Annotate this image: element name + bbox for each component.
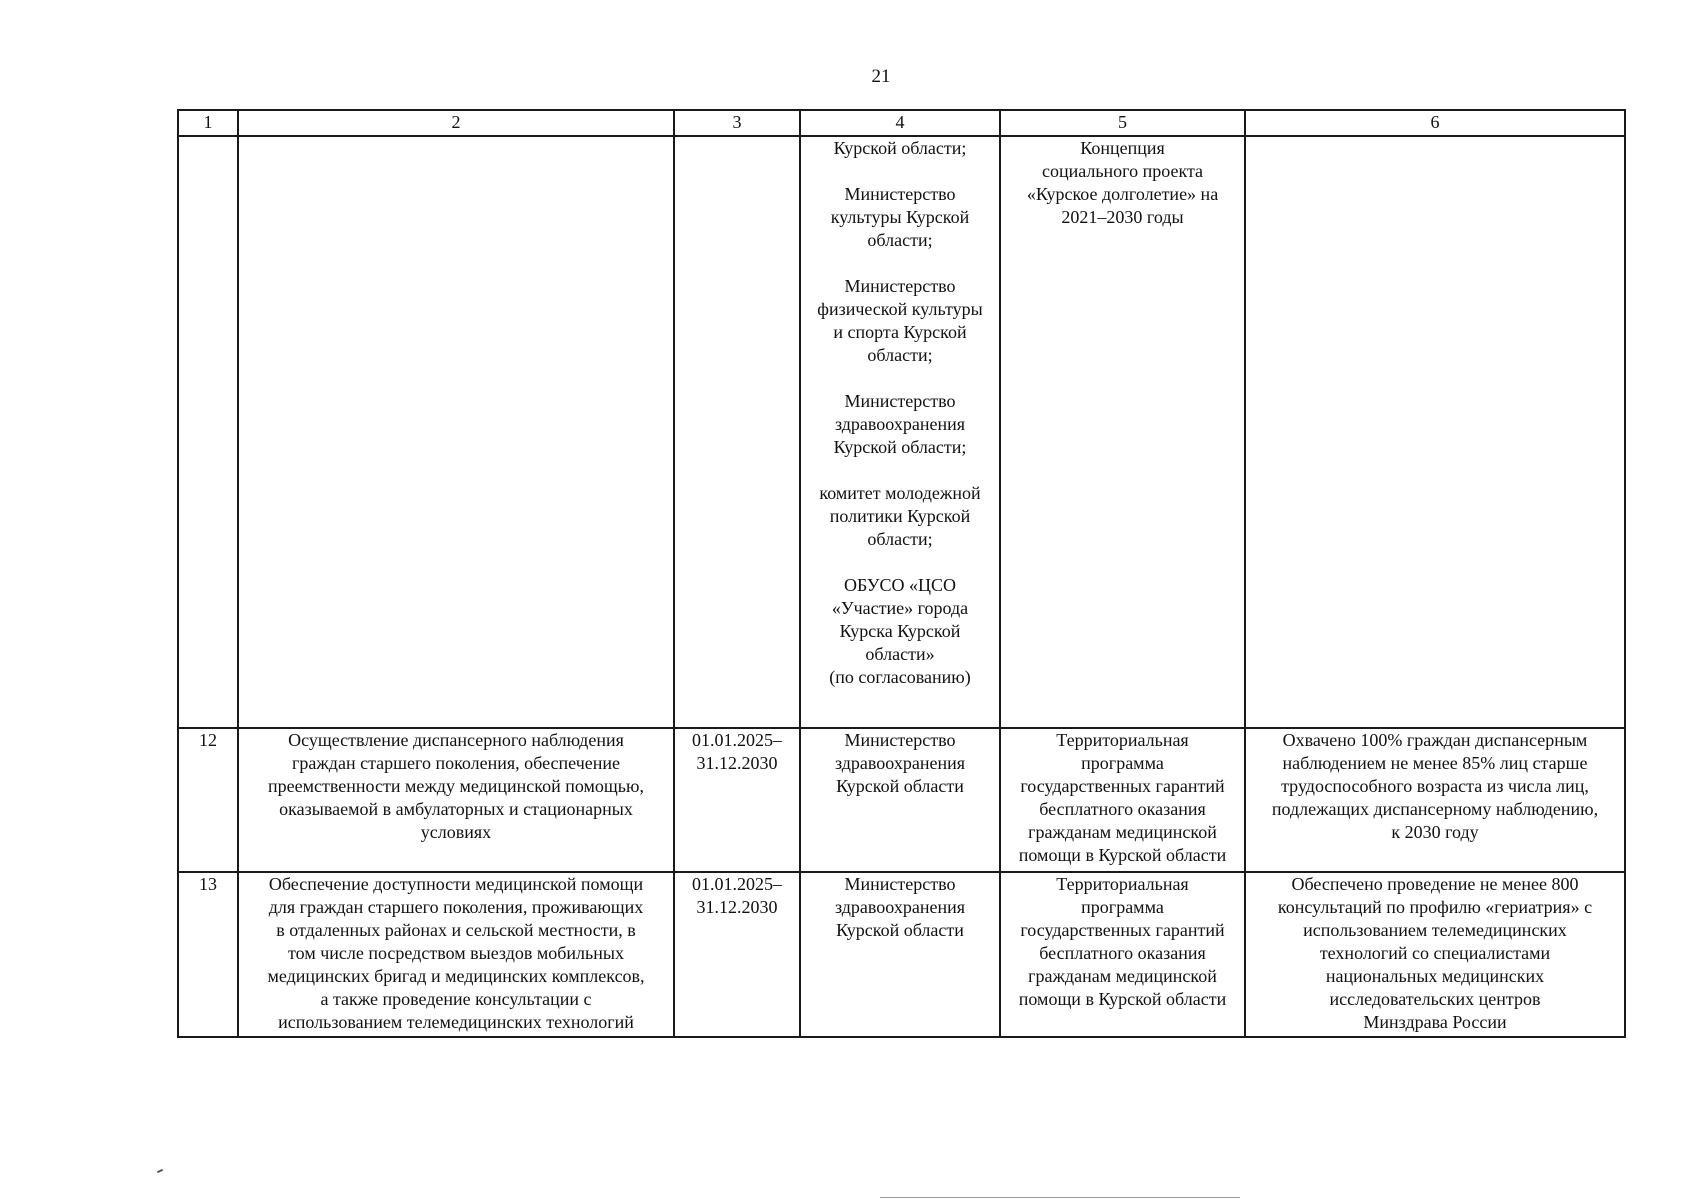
period-cell: 01.01.2025– 31.12.2030 xyxy=(674,728,800,872)
header-col-2: 2 xyxy=(238,110,674,136)
page-number: 21 xyxy=(871,66,891,87)
header-col-4: 4 xyxy=(800,110,1000,136)
executor-paragraph: Министерство здравоохранения Курской области; xyxy=(833,391,967,457)
executor-paragraph: комитет молодежной политики Курской области; xyxy=(819,483,981,549)
cont-cell-num xyxy=(178,136,238,728)
result-cell: Охвачено 100% граждан диспансерным наблюдением не менее 85% лиц старше трудоспособного возраста из числа лиц, подлежащих диспансерному наблюдению, к 2030 году xyxy=(1245,728,1625,872)
executor-cell: Министерство здравоохранения Курской области xyxy=(800,872,1000,1037)
scan-edge-line xyxy=(880,1197,1240,1198)
header-col-6: 6 xyxy=(1245,110,1625,136)
document-cell: Территориальная программа государственных гарантий бесплатного оказания гражданам медицинской помощи в Курской области xyxy=(1000,872,1245,1037)
cont-cell-document xyxy=(1000,136,1245,728)
header-row xyxy=(178,110,1625,136)
table-row xyxy=(178,728,1625,872)
executor-cell: Министерство здравоохранения Курской области xyxy=(800,728,1000,872)
scan-mark xyxy=(157,1169,163,1173)
executor-paragraph: Курской области; xyxy=(833,138,967,158)
cont-cell-period xyxy=(674,136,800,728)
header-col-3: 3 xyxy=(674,110,800,136)
result-cell: Обеспечено проведение не менее 800 консультаций по профилю «гериатрия» с использованием телемедицинских технологий со специалистами национальных медицинских исследовательских центров Минздрава России xyxy=(1245,872,1625,1037)
measure-cell: Обеспечение доступности медицинской помощи для граждан старшего поколения, проживающих в отдаленных районах и сельской местности, в том числе посредством выездов мобильных медицинских бригад и медицинских комплексов, а также проведение консультации с использованием телемедицинских технологий xyxy=(238,872,674,1037)
executor-paragraph: Министерство культуры Курской области; xyxy=(830,184,970,250)
measure-cell: Осуществление диспансерного наблюдения граждан старшего поколения, обеспечение преемственности между медицинской помощью, оказываемой в амбулаторных и стационарных условиях xyxy=(238,728,674,872)
row-number: 13 xyxy=(178,872,238,1037)
cont-cell-executors xyxy=(800,136,1000,728)
document-text: Концепция социального проекта «Курское долголетие» на 2021–2030 годы xyxy=(1026,138,1219,227)
header-col-5: 5 xyxy=(1000,110,1245,136)
table-row xyxy=(178,872,1625,1037)
cont-cell-result xyxy=(1245,136,1625,728)
measures-table xyxy=(177,109,1626,1038)
header-col-1: 1 xyxy=(178,110,238,136)
row-number: 12 xyxy=(178,728,238,872)
executor-paragraph: ОБУСО «ЦСО «Участие» города Курска Курской области» (по согласованию) xyxy=(829,575,971,687)
cont-cell-measure xyxy=(238,136,674,728)
document-cell: Территориальная программа государственных гарантий бесплатного оказания гражданам медицинской помощи в Курской области xyxy=(1000,728,1245,872)
table-row-continuation xyxy=(178,136,1625,728)
executor-paragraph: Министерство физической культуры и спорта Курской области; xyxy=(817,276,983,365)
period-cell: 01.01.2025– 31.12.2030 xyxy=(674,872,800,1037)
